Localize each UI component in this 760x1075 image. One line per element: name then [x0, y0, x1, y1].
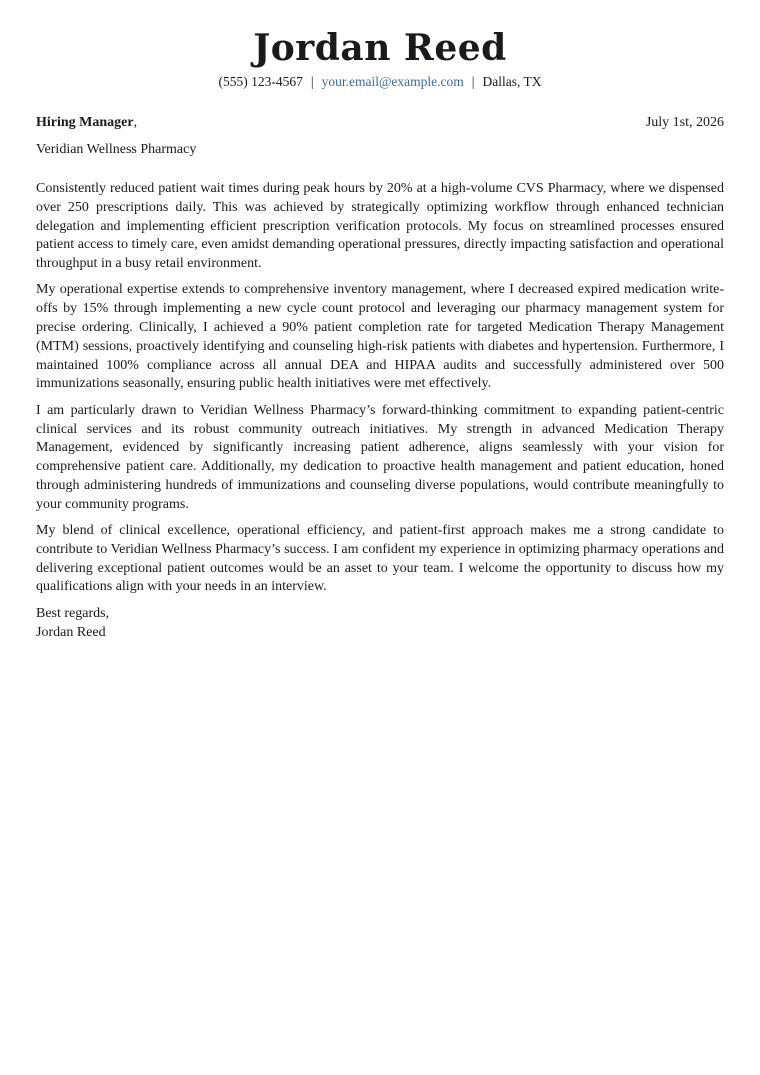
- letter-date: July 1st, 2026: [645, 115, 724, 130]
- body-paragraph: I am particularly drawn to Veridian Wellness Pharmacy’s forward-thinking commitment to expanding patient-centric clinical services and its robust community outreach initiatives. My strength in advanced Medication Therapy Management, evidenced by significantly increasing patient adherence, aligns seamlessly with your vision for comprehensive patient care. Additionally, my dedication to proactive health management and patient education, honed through administering hundreds of immunizations and counseling diverse populations, would contribute meaningfully to your community programs.: [36, 402, 724, 512]
- contact-separator: |: [310, 74, 314, 89]
- email-link[interactable]: your.email@example.com: [321, 74, 464, 89]
- applicant-name: Jordan Reed: [253, 27, 507, 69]
- contact-separator: |: [471, 74, 475, 89]
- body-paragraph: My blend of clinical excellence, operational efficiency, and patient-first approach makes me a strong candidate to contribute to Veridian Wellness Pharmacy’s success. I am confident my experience in optimizing pharmacy operations and delivering exceptional patient outcomes would be an asset to your team. I welcome the opportunity to discuss how my qualifications align with your needs in an interview.: [36, 523, 724, 595]
- letter-body: [36, 180, 724, 642]
- company-name: Veridian Wellness Pharmacy: [36, 142, 197, 157]
- recipient: Hiring Manager: [36, 115, 134, 130]
- salutation-row: [36, 114, 724, 132]
- signature: Jordan Reed: [36, 624, 106, 640]
- closing: Best regards,: [36, 605, 110, 621]
- recipient-suffix: ,: [133, 115, 138, 130]
- phone-number: (555) 123-4567: [218, 74, 303, 89]
- body-paragraph: Consistently reduced patient wait times during peak hours by 20% at a high-volume CVS Pharmacy, where we dispensed over 250 prescriptions daily. This was achieved by strategically optimizing workflow through enhanced technician delegation and implementing efficient prescription verification protocols. My focus on streamlined processes ensured patient access to timely care, even amidst demanding operational pressures, directly impacting satisfaction and operational throughput in a busy retail environment.: [36, 181, 724, 272]
- contact-line: [0, 73, 760, 91]
- body-paragraph: My operational expertise extends to comprehensive inventory management, where I decreased expired medication write-offs by 15% through implementing a new cycle count protocol and leveraging our pharmacy management system for precise ordering. Clinically, I achieved a 90% patient completion rate for targeted Medication Therapy Management (MTM) sessions, proactively identifying and counseling high-risk patients with diabetes and hypertension. Furthermore, I maintained 100% compliance across all annual DEA and HIPAA audits and successfully administered over 500 immunizations seasonally, ensuring public health initiatives were met effectively.: [36, 282, 724, 392]
- location: Dallas, TX: [482, 74, 542, 89]
